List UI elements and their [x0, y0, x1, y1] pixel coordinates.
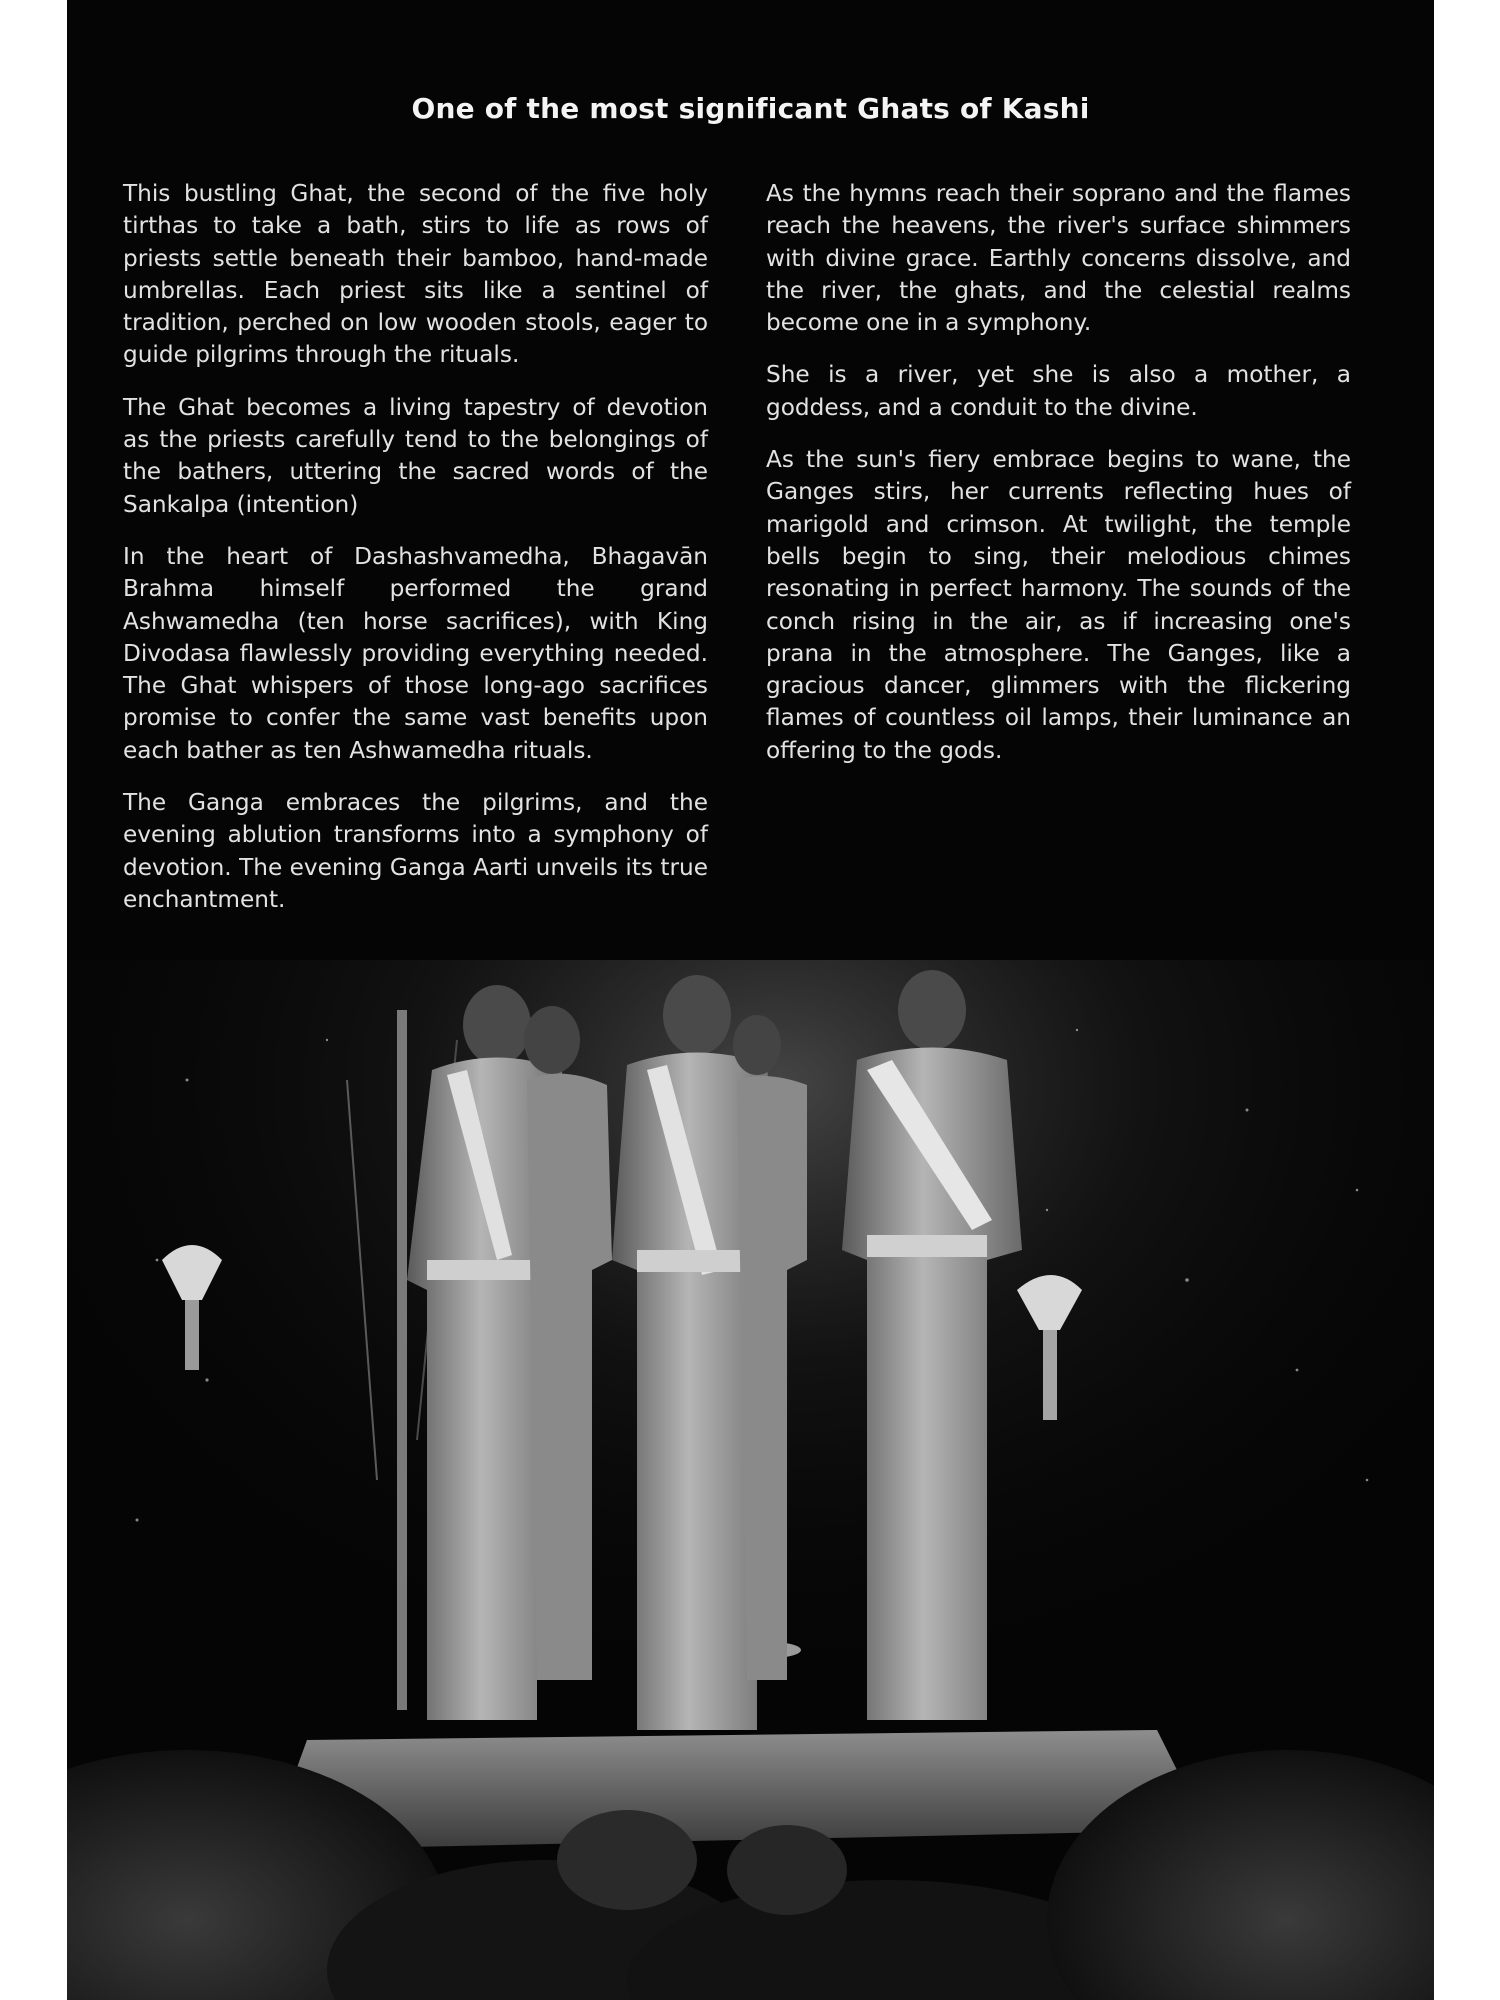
text-column-right [766, 178, 1351, 787]
paragraph: This bustling Ghat, the second of the five holy tirthas to take a bath, stirs to life as rows of priests settle beneath their bamboo, hand-made umbrellas. Each priest sits like a sentinel of tradition, perched on low wooden stools, eager to guide pilgrims through the rituals. [123, 180, 708, 369]
aarti-photo-illustration [67, 960, 1434, 2000]
bamboo-pole [397, 1010, 407, 1710]
paragraph: The Ganga embraces the pilgrims, and the evening ablution transforms into a symphony of devotion. The evening Ganga Aarti unveils its true enchantment. [123, 789, 708, 913]
paragraph: As the hymns reach their soprano and the flames reach the heavens, the river's surface shimmers with divine grace. Earthly concerns dissolve, and the river, the ghats, and the celestial realms become one in a symphony. [766, 180, 1351, 337]
aarti-photograph [67, 960, 1434, 2000]
paragraph: The Ghat becomes a living tapestry of devotion as the priests carefully tend to the belongings of the bathers, uttering the sacred words of the Sankalpa (intention) [123, 393, 708, 518]
paragraph: She is a river, yet she is also a mother, a goddess, and a conduit to the divine. [766, 361, 1351, 421]
paragraph: As the sun's fiery embrace begins to wane, the Ganges stirs, her currents reflecting hues of marigold and crimson. At twilight, the temple bells begin to sing, their melodious chimes resonating in perfect harmony. The sounds of the conch rising in the air, as if increasing one's prana in the atmosphere. The Ganges, like a gracious dancer, glimmers with the flickering flames of countless oil lamps, their luminance an offering to the gods. [766, 446, 1351, 764]
text-column-left [123, 178, 708, 936]
magazine-page [67, 0, 1434, 2000]
page-heading: One of the most significant Ghats of Kashi [411, 92, 1090, 125]
paragraph: In the heart of Dashashvamedha, Bhagavān Brahma himself performed the grand Ashwamedha (ten horse sacrifices), with King Divodasa flawlessly providing everything needed. The Ghat whispers of those long-ago sacrifices promise to confer the same vast benefits upon each bather as ten Ashwamedha rituals. [123, 542, 708, 764]
